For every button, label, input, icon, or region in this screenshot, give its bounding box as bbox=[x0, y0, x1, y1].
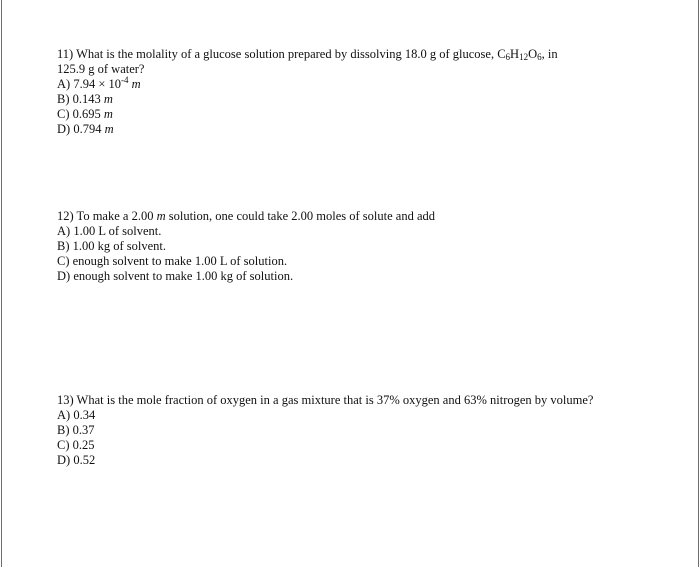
page-border-left bbox=[1, 0, 2, 567]
formula-subscript-o: 6 bbox=[537, 52, 542, 62]
question-13-stem: 13) What is the mole fraction of oxygen in a gas mixture that is 37% oxygen and 63% nitrogen by volume? bbox=[57, 393, 594, 407]
question-11-stem bbox=[57, 47, 657, 62]
question-13-option-c: C) 0.25 bbox=[57, 438, 95, 452]
formula-o: O bbox=[528, 47, 538, 61]
question-12-option-c: C) enough solvent to make 1.00 L of solution. bbox=[57, 254, 288, 268]
formula-subscript-c: 6 bbox=[505, 52, 511, 62]
question-13-option-b: B) 0.37 bbox=[57, 423, 95, 437]
question-11-stem-tail: , in bbox=[541, 47, 558, 61]
option-a-exponent: -4 bbox=[121, 75, 129, 85]
question-12-stem-text: 12) To make a 2.00 bbox=[57, 209, 157, 223]
question-13 bbox=[57, 393, 657, 468]
question-11-option-d bbox=[57, 122, 657, 137]
question-11-option-b bbox=[57, 92, 657, 107]
question-12-stem bbox=[57, 209, 657, 224]
question-12 bbox=[57, 209, 657, 284]
formula-subscript-h: 12 bbox=[519, 52, 529, 62]
question-12-stem-tail: solution, one could take 2.00 moles of solute and add bbox=[165, 209, 436, 223]
option-c-text: C) 0.695 bbox=[57, 107, 104, 121]
option-d-text: D) 0.794 bbox=[57, 122, 105, 136]
option-a-text: A) 7.94 × 10 bbox=[57, 77, 121, 91]
formula-h: H bbox=[510, 47, 520, 61]
question-11-stem-line2: 125.9 g of water? bbox=[57, 62, 145, 76]
option-c-unit: m bbox=[103, 107, 113, 121]
question-11 bbox=[57, 47, 657, 137]
question-12-option-b: B) 1.00 kg of solvent. bbox=[57, 239, 167, 253]
question-11-option-a bbox=[57, 77, 657, 92]
option-b-text: B) 0.143 bbox=[57, 92, 104, 106]
question-12-option-a: A) 1.00 L of solvent. bbox=[57, 224, 162, 238]
question-12-option-d: D) enough solvent to make 1.00 kg of solution. bbox=[57, 269, 294, 283]
question-13-option-a: A) 0.34 bbox=[57, 408, 96, 422]
question-12-stem-unit: m bbox=[156, 209, 166, 223]
page-border-right bbox=[698, 0, 699, 567]
option-a-unit: m bbox=[131, 77, 141, 91]
question-11-option-c bbox=[57, 107, 657, 122]
option-d-unit: m bbox=[104, 122, 114, 136]
question-13-option-d: D) 0.52 bbox=[57, 453, 96, 467]
question-11-stem-text: 11) What is the molality of a glucose solution prepared by dissolving 18.0 g of glucose, C bbox=[57, 47, 506, 61]
option-b-unit: m bbox=[103, 92, 113, 106]
